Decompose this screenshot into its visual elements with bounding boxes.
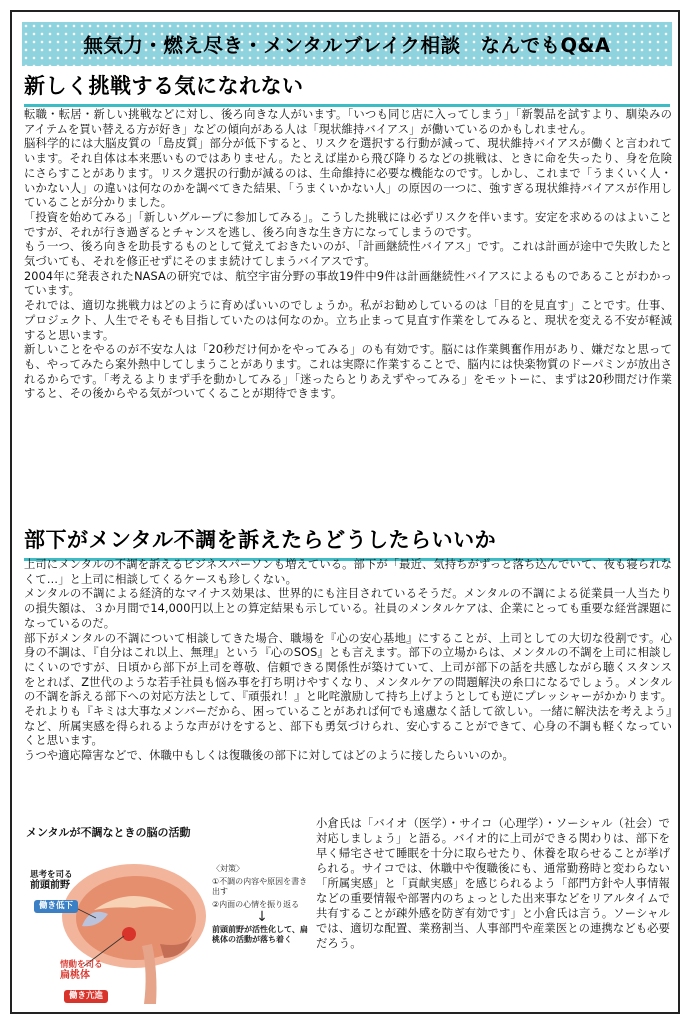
section2-body (24, 558, 672, 812)
page-banner (22, 22, 672, 66)
section1-paragraph: 「投資を始めてみる」「新しいグループに参加してみる」。こうした挑戦には必ずリスクを伴います。安定を求めるのはよいことですが、それが行き過ぎるとチャンスを逃し、後ろ向きな生き方になってしまうのです。 (24, 210, 672, 239)
note-item: ②内面の心情を振り返る (212, 899, 300, 909)
note-result: 前頭前野が活性化して、扁桃体の活動が落ち着く (212, 924, 308, 944)
brain-figure (24, 816, 314, 1012)
section1-body (24, 108, 672, 520)
section2-heading: 部下がメンタル不調を訴えたらどうしたらいいか (24, 524, 670, 561)
amygdala-label: 情動を司る (60, 960, 103, 970)
note-item: ①不調の内容や原因を書き出す (212, 876, 308, 896)
section2-paragraph: うつや適応障害などで、休職中もしくは復職後の部下に対してはどのように接したらいいのか。 (24, 749, 514, 763)
brain-illustration (24, 836, 214, 1012)
amygdala-mark (122, 927, 136, 941)
banner-title: 無気力・燃え尽き・メンタルブレイク相談 なんでもQ&A (83, 34, 611, 57)
figure-title: メンタルが不調なときの脳の活動 (26, 826, 191, 839)
prefrontal-name: 前頭前野 (30, 880, 70, 891)
section1-paragraph: それでは、適切な挑戦力はどのように育めばいいのでしょうか。私がお勧めしているのは「目的を見直す」ことです。仕事、プロジェクト、人生でそもそも目指していたのは何なのか。立ち止まって見直す作業をしてみると、現状を変える不安が軽減すると思います。 (24, 299, 672, 342)
section2-side-text: 小倉氏は「バイオ（医学）・サイコ（心理学）・ソーシャル（社会）で対応しましょう」と語る。バイオ的に上司ができる関わりは、部下を早く帰宅させて睡眠を十分に取らせたり、休養を取らせることが挙げられる。サイコでは、休職中や復職後にも、通常勤務時と変わらない「所属実感」と「貢献実感」を感じられるよう「部門方針や人事情報などの重要情報や部署内のちょっとした出来事などをリアルタイムで共有することが疎外感を防ぎ有効です」と小倉氏は言う。ソーシャルでは、適切な配置、業務割当、人事部門や産業医との連携なども必要だろう。 (316, 817, 670, 950)
page-frame (10, 10, 680, 1014)
section2-paragraph: メンタルの不調による経済的なマイナス効果は、世界的にも注目されているそうだ。メンタルの不調による従業員一人当たりの損失額は、３か月間で14,000円以上との算定結果も示している。社員のメンタルケアは、企業にとっても重要な経営課題になっているのだ。 (24, 587, 672, 630)
figure-notes (212, 864, 312, 948)
section1-paragraph: 転職・転居・新しい挑戦などに対し、後ろ向きな人がいます。「いつも同じ店に入ってしまう」「新製品を試すより、馴染みのアイテムを買い替える方が好き」などの傾向がある人は「現状維持バイアス」が働いているのかもしれません。 (24, 108, 672, 136)
section1-paragraph: 脳科学的には大脳皮質の「島皮質」部分が低下すると、リスクを選択する行動が減って、現状維持バイアスが働くと言われています。それ自体は本来悪いものではありません。たとえば崖から飛び降りるなどの挑戦は、ときに命を失ったり、身を危険にさらすことがあります。リスク選択の行動が減るのは、生命維持に必要な機能なのです。しかし、これまで「うまくいく人・いかない人」の違いは何なのかを調べてきた結果、「うまくいかない人」の原因の一つに、強すぎる現状維持バイアスが作用していることが分かりました。 (24, 137, 672, 210)
amygdala-name: 扁桃体 (60, 970, 90, 981)
notes-title: 〈対策〉 (212, 864, 244, 873)
section1-heading: 新しく挑戦する気になれない (24, 70, 670, 107)
down-arrow-icon: ↓ (256, 909, 268, 925)
section1-paragraph: 2004年に発表されたNASAの研究では、航空宇宙分野の事故19件中9件は計画継続性バイアスによるものであることがわかっています。 (24, 269, 672, 298)
amygdala-status-badge: 働き亢進 (64, 990, 108, 1003)
section1-paragraph: もう一つ、後ろ向きを助長するものとして覚えておきたいのが、「計画継続性バイアス」です。これは計画が途中で失敗したと気づいても、それを修正せずにそのまま続けてしまうバイアスです。 (24, 240, 672, 269)
prefrontal-label: 思考を司る (30, 870, 73, 880)
section1-paragraph: 新しいことをやるのが不安な人は「20秒だけ何かをやってみる」のも有効です。脳には作業興奮作用があり、嫌だなと思っても、やってみたら案外熱中してしまうことがあります。これは実際に作業することで、脳内には快楽物質のドーパミンが放出されるからです。「考えるよりまず手を動かしてみる」「迷ったらとりあえずやってみる」をモットーに、まずは20秒間だけ作業すると、その後からやる気がついてくることが期待できます。 (24, 343, 672, 401)
prefrontal-status-badge: 働き低下 (34, 900, 78, 913)
section2-paragraph: 部下がメンタルの不調について相談してきた場合、職場を『心の安心基地』にすることが、上司としての大切な役割です。心身の不調は、『自分はこれ以上、無理』という『心のSOS』とも言えます。部下の立場からは、メンタルの不調を上司に相談しにくいのですが、日頃から部下が上司を尊敬、信頼できる関係性が築けていて、上司が部下の話を共感しながら聴くスタンスをとれば、Z世代のような若手社員も悩み事を打ち明けやすくなり、メンタルケアの問題解決の糸口になるでしょう。メンタルの不調を訴える部下への対応方法として、『頑張れ！』と叱咤激励して持ち上げようとしても逆にプレッシャーがかかります。それよりも『キミは大事なメンバーだから、困っていることがあれば何でも遠慮なく話して欲しい。一緒に解決法を考えよう』など、所属実感を得られるような声がけをすると、部下も勇気づけられ、安心することができて、心身の不調も軽くなっていくと思います。 (24, 631, 672, 748)
section2-paragraph: 上司にメンタルの不調を訴えるビジネスパーソンも増えている。部下が「最近、気持ちがずっと落ち込んでいて、夜も寝られなくて…」と上司に相談してくるケースも珍しくない。 (24, 558, 672, 586)
